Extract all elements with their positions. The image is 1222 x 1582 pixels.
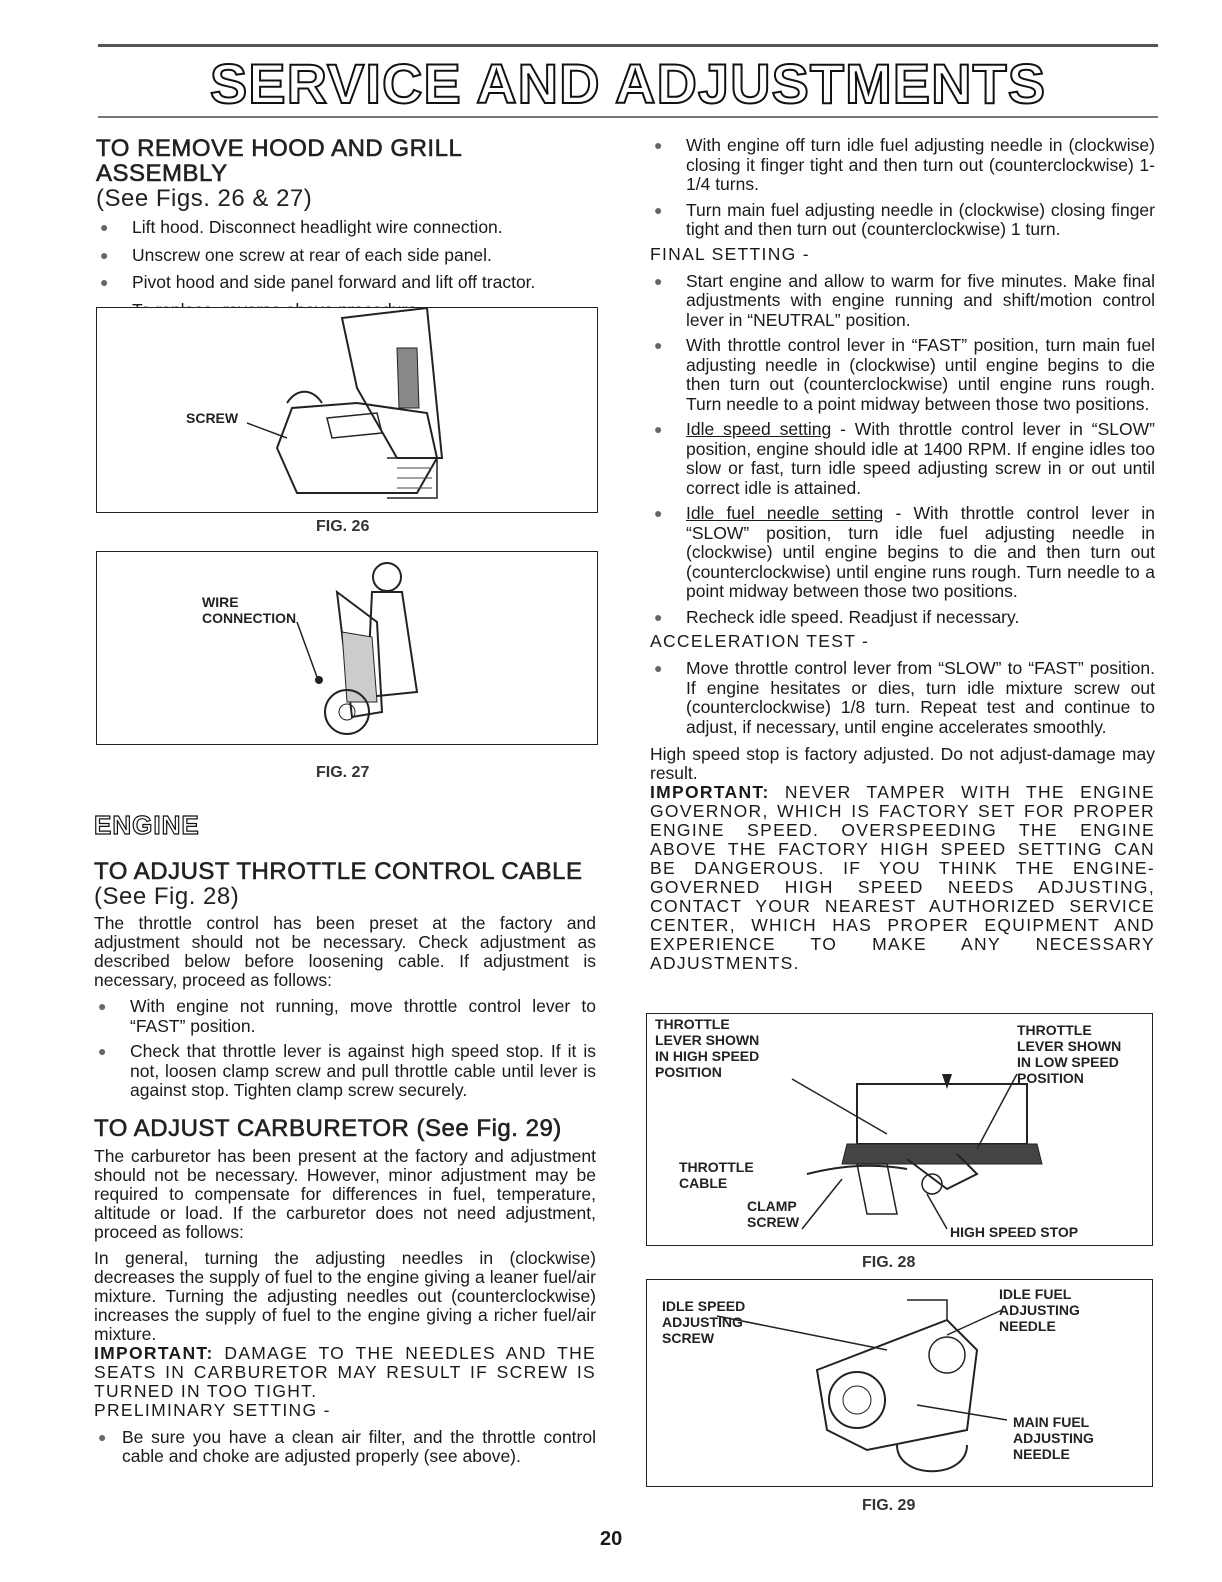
throttle-intro: The throttle control has been preset at the factory and adjustment should not be necessary. Check adjustment as described below before loosening cable. If adjustment is necessary, proceed as follows: — [94, 913, 596, 990]
figure-28 — [646, 1013, 1153, 1246]
list-item: ● Check that throttle lever is against high speed stop. If it is not, loosen clamp screw and pull throttle cable until lever is against stop. Tighten clamp screw securely. — [98, 1041, 596, 1100]
acceleration-label: ACCELERATION TEST - — [650, 631, 870, 651]
carburetor-general: In general, turning the adjusting needles in (clockwise) decreases the supply of fuel to the engine giving a leaner fuel/air mixture. Turning the adjusting needles out (counterclockwise) increases the supply of fuel to the engine giving a richer fuel/air mixture. — [94, 1247, 596, 1344]
acceleration-steps — [650, 659, 1155, 737]
hood-steps — [96, 218, 596, 320]
list-item: ● With engine off turn idle fuel adjusting needle in (clockwise) closing it finger tight and then turn out (counterclockwise) 1-1/4 turns. — [654, 135, 1155, 194]
throttle-subheading: (See Fig. 28) — [94, 883, 240, 910]
engine-section — [94, 810, 596, 1467]
label-idle-fuel-needle: IDLE FUEL ADJUSTING NEEDLE — [999, 1286, 1080, 1334]
engine-heading: ENGINE — [94, 810, 200, 840]
label-main-fuel-needle: MAIN FUEL ADJUSTING NEEDLE — [1013, 1414, 1094, 1462]
final-steps — [650, 272, 1155, 628]
fig27-caption: FIG. 27 — [316, 764, 370, 781]
page-title: SERVICE AND ADJUSTMENTS — [209, 52, 1047, 115]
top-rule — [98, 44, 1158, 47]
high-speed-note: High speed stop is factory adjusted. Do not adjust-damage may result. — [650, 744, 1155, 783]
page-number: 20 — [600, 1528, 623, 1550]
right-column — [650, 136, 1155, 973]
fig28-caption: FIG. 28 — [862, 1254, 916, 1271]
list-item: ● Recheck idle speed. Readjust if necessary. — [654, 606, 1020, 627]
carburetor-intro: The carburetor has been present at the factory and adjustment should not be necessary. However, minor adjustment may be required to compensate for differences in fuel, temperature, altitude or load. If the carburetor does not need adjustment, proceed as follows: — [94, 1145, 596, 1242]
fig26-caption: FIG. 26 — [316, 518, 370, 535]
list-item: ● Unscrew one screw at rear of each side panel. — [100, 244, 492, 265]
list-item: ● Start engine and allow to warm for five minutes. Make final adjustments with engine running and shift/motion control lever in “NEUTRAL” position. — [654, 270, 1155, 330]
label-high-speed-stop: HIGH SPEED STOP — [950, 1224, 1079, 1240]
list-item: ● Pivot hood and side panel forward and lift off tractor. — [100, 272, 536, 292]
carburetor-important: IMPORTANT: DAMAGE TO THE NEEDLES AND THE SEATS IN CARBURETOR MAY RESULT IF SCREW IS TURNED IN TOO TIGHT. — [94, 1342, 596, 1401]
list-item: ● With throttle control lever in “FAST” position, turn main fuel adjusting needle in (clockwise) until engine begins to die then turn out (counterclockwise) until engine runs rough. Turn needle to a point midway between those two positions. — [654, 335, 1155, 414]
preliminary-steps — [94, 1428, 596, 1467]
list-item: ● Move throttle control lever from “SLOW” to “FAST” position. If engine hesitates or dies, turn idle mixture screw out (counterclockwise) 1/8 turn. Repeat test and continue to adjust, if necessary, until engine accelerates smoothly. — [654, 658, 1155, 737]
figure-27 — [96, 551, 598, 745]
fig29-caption: FIG. 29 — [862, 1497, 916, 1514]
label-connection: CONNECTION — [202, 610, 297, 626]
list-item: ● Turn main fuel adjusting needle in (clockwise) closing finger tight and then turn out (counterclockwise) 1 turn. — [654, 199, 1155, 239]
hood-heading: TO REMOVE HOOD AND GRILL ASSEMBLY — [96, 135, 462, 187]
wire-connection-illustration — [97, 552, 597, 744]
list-item: ● Idle speed setting - With throttle control lever in “SLOW” position, engine should idle at 1400 RPM. If engine idles too slow or fast, turn idle speed adjusting screw in or out until correct idle is attained. — [654, 419, 1155, 498]
list-item: ● Idle fuel needle setting - With throttle control lever in “SLOW” position, turn idle fuel adjusting needle in (clockwise) until engine begins to die and then turn out (counterclockwise) until engine runs rough. Turn needle to a point midway between those two positions. — [654, 503, 1155, 601]
list-item: ● Lift hood. Disconnect headlight wire connection. — [100, 217, 503, 237]
label-wire: WIRE — [202, 594, 239, 610]
label-screw: SCREW — [186, 410, 239, 426]
tractor-hood-illustration — [97, 308, 597, 512]
label-low-speed-position: THROTTLE LEVER SHOWN IN LOW SPEED POSITION — [1017, 1022, 1122, 1086]
throttle-heading: TO ADJUST THROTTLE CONTROL CABLE — [94, 858, 583, 885]
figure-29 — [646, 1279, 1153, 1487]
carburetor-heading: TO ADJUST CARBURETOR (See Fig. 29) — [94, 1114, 562, 1142]
hood-subheading: (See Figs. 26 & 27) — [96, 185, 313, 212]
label-clamp-screw: CLAMP SCREW — [747, 1198, 800, 1230]
preliminary-steps-continued — [650, 136, 1155, 240]
figure-26 — [96, 307, 598, 513]
final-setting-label: FINAL SETTING - — [650, 243, 810, 264]
preliminary-label: PRELIMINARY SETTING - — [94, 1399, 331, 1420]
list-item: ● Be sure you have a clean air filter, and the throttle control cable and choke are adjusted properly (see above). — [98, 1426, 596, 1466]
left-column — [96, 136, 596, 320]
label-idle-speed-screw: IDLE SPEED ADJUSTING SCREW — [662, 1298, 746, 1346]
label-throttle-cable: THROTTLE CABLE — [679, 1159, 754, 1191]
throttle-steps — [94, 997, 596, 1101]
list-item: ● With engine not running, move throttle control lever to “FAST” position. — [98, 996, 596, 1036]
title-rule — [98, 116, 1158, 118]
label-high-speed-position: THROTTLE LEVER SHOWN IN HIGH SPEED POSITION — [655, 1016, 760, 1080]
governor-warning: IMPORTANT: NEVER TAMPER WITH THE ENGINE GOVERNOR, WHICH IS FACTORY SET FOR PROPER ENGINE SPEED. OVERSPEEDING THE ENGINE ABOVE THE FACTORY HIGH SPEED SETTING CAN BE DANGEROUS. IF YOU THINK THE ENGINE-GOVERNED HIGH SPEED NEEDS ADJUSTING, CONTACT YOUR NEAREST AUTHORIZED SERVICE CENTER, WHICH HAS PROPER EQUIPMENT AND EXPERIENCE TO MAKE ANY NECESSARY ADJUSTMENTS. — [650, 782, 1155, 973]
